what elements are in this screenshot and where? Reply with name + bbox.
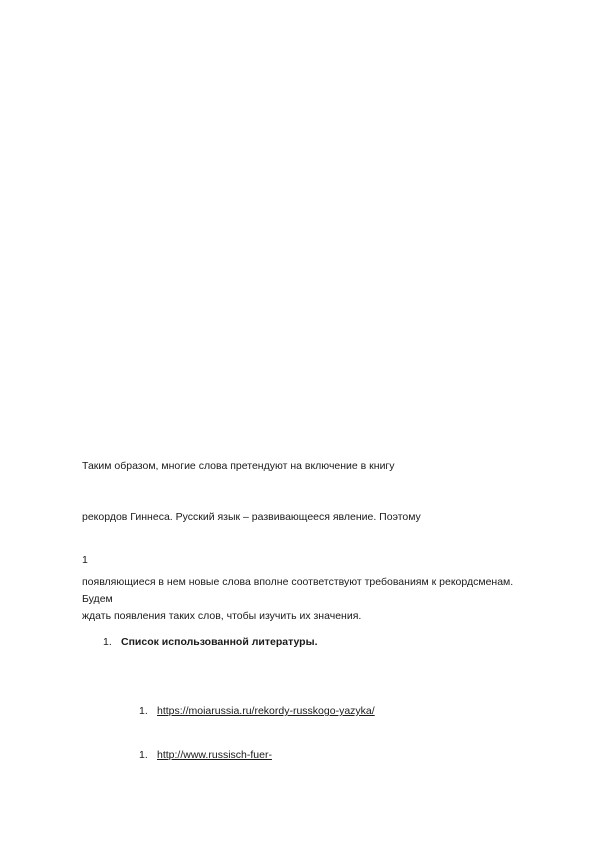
reference-link[interactable]: http://www.russisch-fuer- <box>157 749 272 761</box>
reference-item <box>139 749 272 761</box>
body-paragraph-3 <box>82 574 522 625</box>
references-heading-number: 1. <box>103 636 112 648</box>
body-line-1: Таким образом, многие слова претендуют на включение в книгу <box>82 460 395 472</box>
reference-item <box>139 705 375 717</box>
references-heading-text: Список использованной литературы. <box>121 636 318 648</box>
reference-item-number: 1. <box>139 749 148 761</box>
body-line-2: рекордов Гиннеса. Русский язык – развивающееся явление. Поэтому <box>82 511 421 523</box>
reference-item-number: 1. <box>139 705 148 717</box>
references-heading <box>103 636 317 648</box>
body-paragraph-3-line-2: ждать появления таких слов, чтобы изучить их значения. <box>82 610 362 622</box>
body-paragraph-3-line-1: появляющиеся в нем новые слова вполне соответствуют требованиям к рекордсменам. Будем <box>82 576 514 605</box>
reference-link[interactable]: https://moiarussia.ru/rekordy-russkogo-yazyka/ <box>157 705 375 717</box>
footnote-marker: 1 <box>82 554 88 566</box>
